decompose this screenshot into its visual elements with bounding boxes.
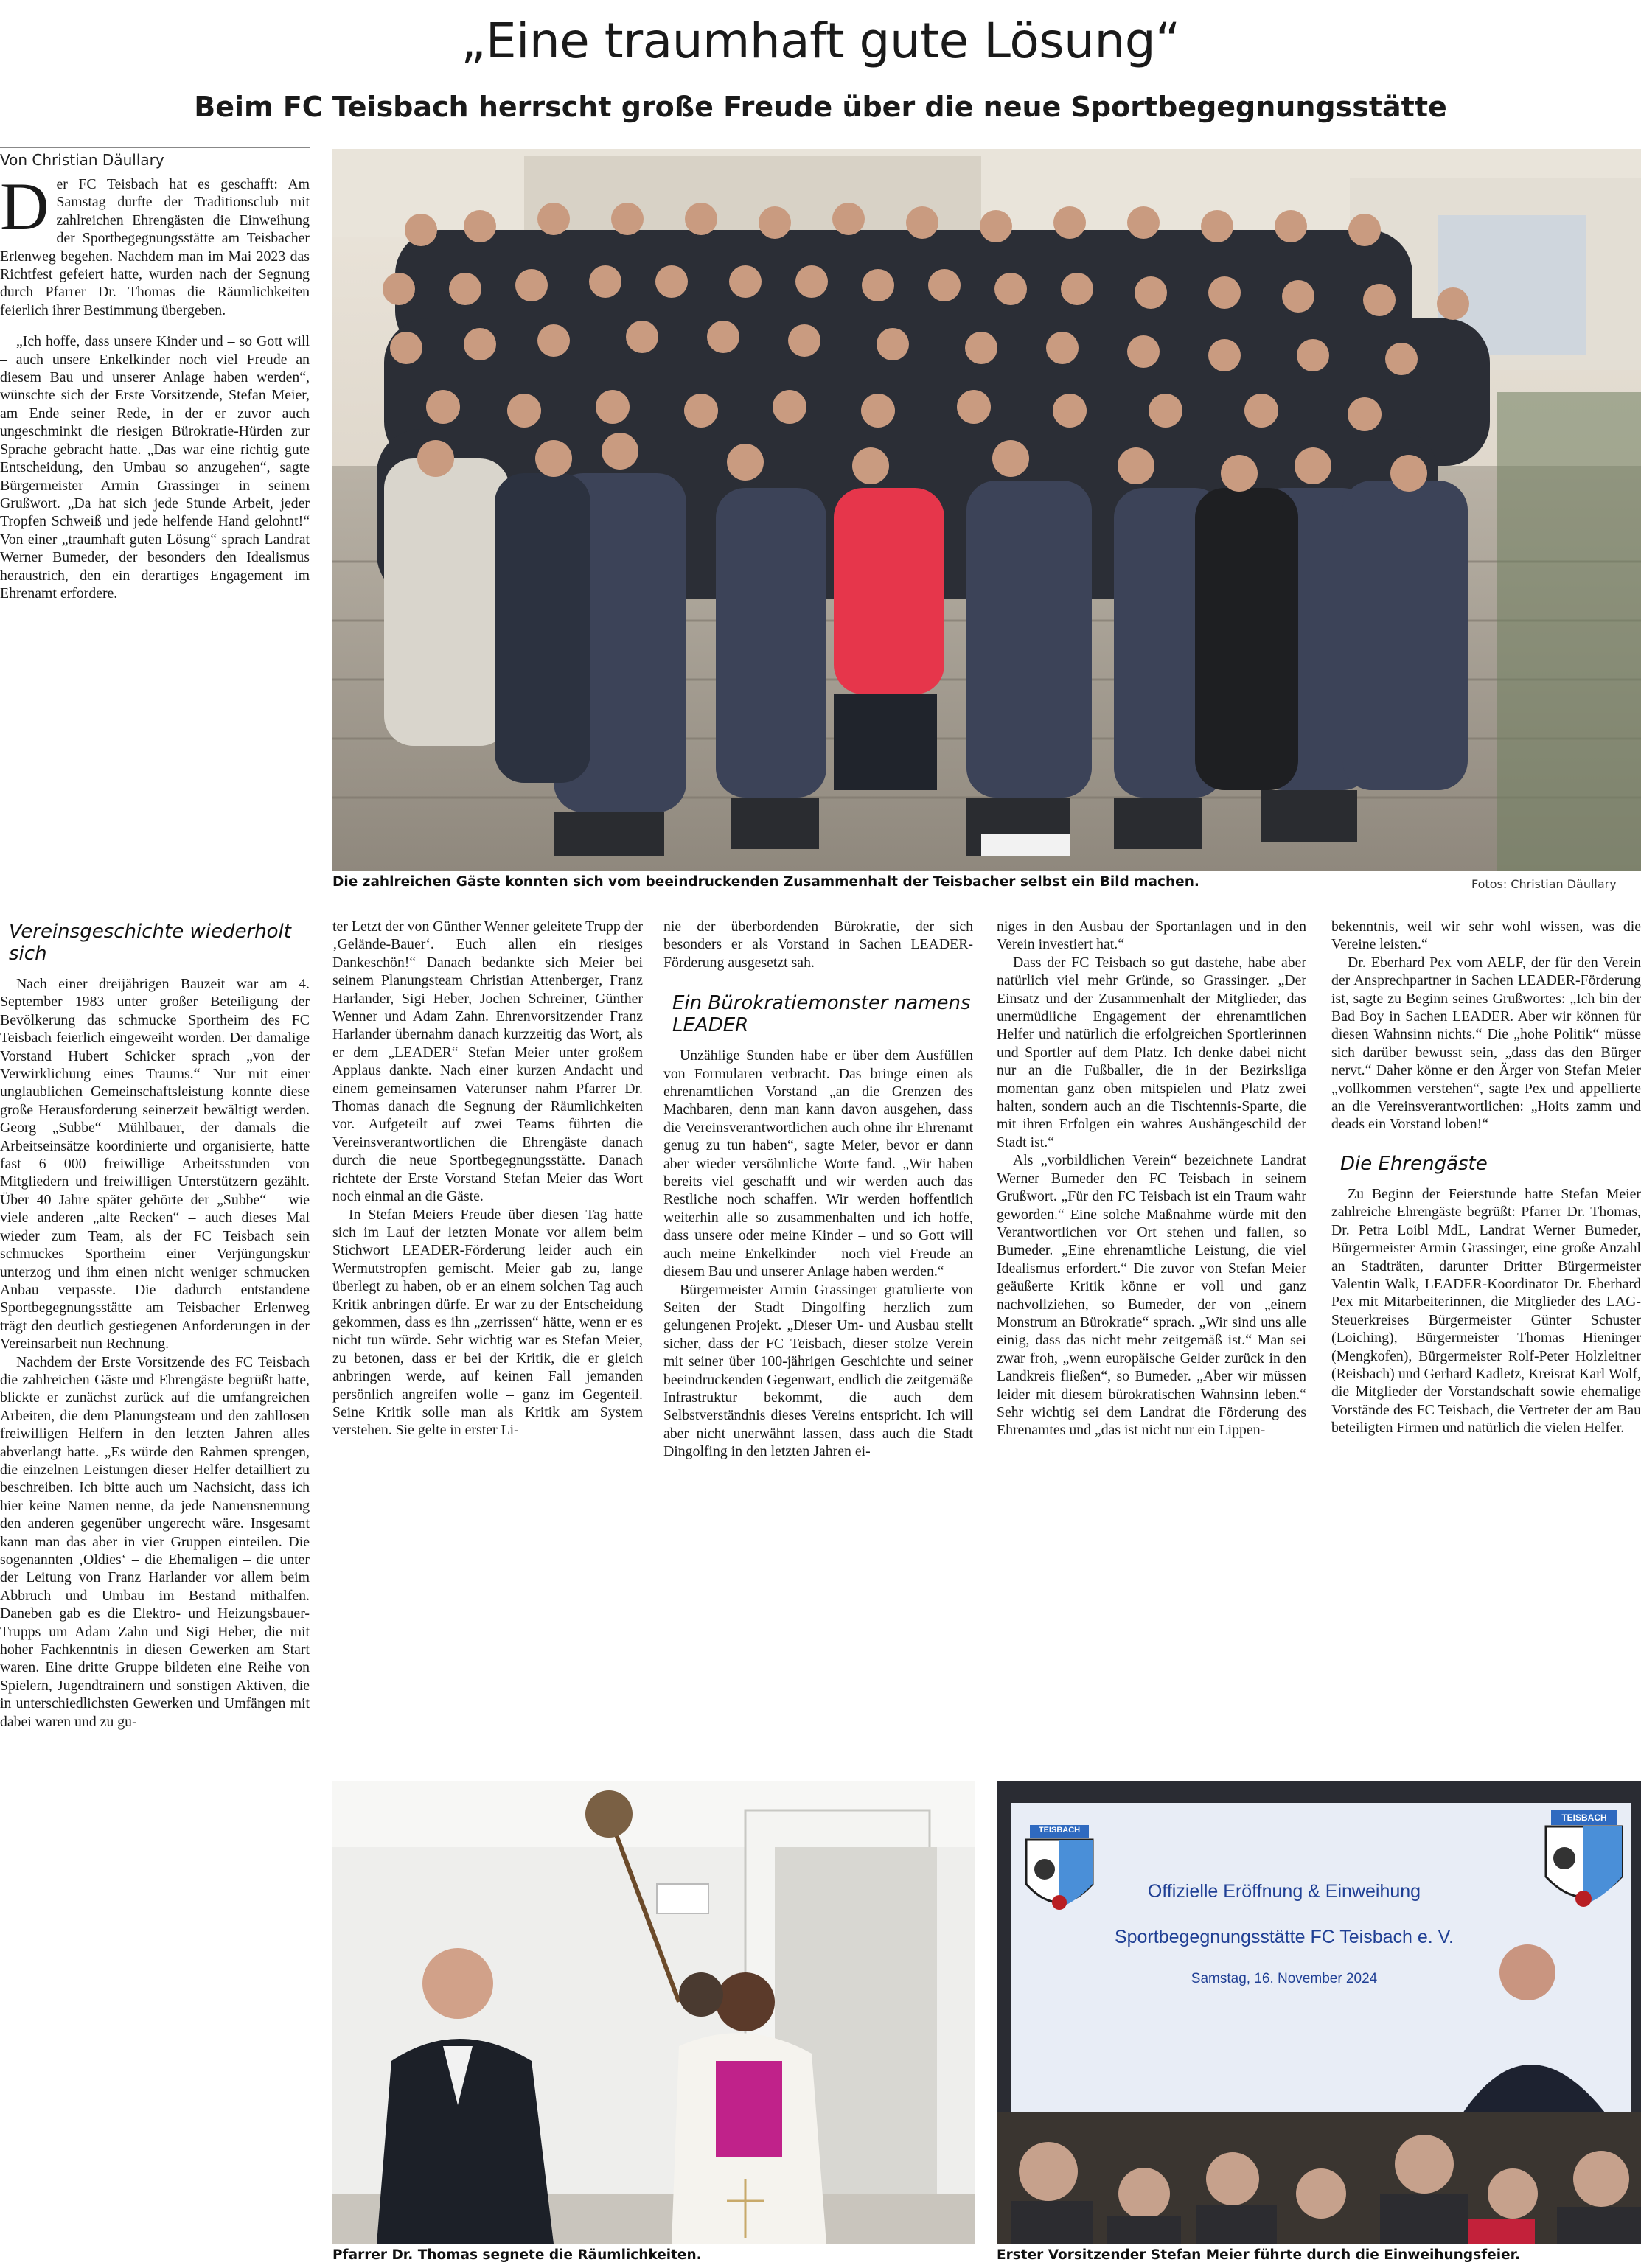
article-column-5 xyxy=(1331,918,1641,1758)
presentation-photo xyxy=(997,1781,1641,2244)
byline: Von Christian Däullary xyxy=(0,151,164,169)
intro-paragraph: „Ich hoffe, dass unsere Kinder und – so Gott will – auch unsere Enkelkinder noch viel Freude an diesem Bau und unserer Anlage haben werden“, wünschte sich der Erste Vorsitzende, Stefan Meier, am Ende seiner Rede, in der er zuvor auch ungeschminkt die riesigen Bürokratie-Hürden zur Sprache gebracht hatte. „Das war eine richtig gute Entscheidung, den Umbau so anzugehen“, sagte Bürgermeister Armin Grassinger in seinem Grußwort. „Da hat sich jede Stunde Arbeit, jeder Tropfen Schweiß und jede helfende Hand gelohnt!“ Von einer „traumhaft guten Lösung“ sprach Landrat Werner Bumeder, der besonders den Idealismus heraustrich, den ein derartiges Engagement im Ehrenamt erfordere. xyxy=(0,333,310,601)
body-paragraph: Als „vorbildlichen Verein“ bezeichnete Landrat Werner Bumeder den FC Teisbach in seinem Grußwort. „Für den FC Teisbach ist ein Traum wahr geworden.“ Eine solche Maßnahme würde mit den Verantwortlichen vor Ort stehen und fallen, so Bumeder. „Eine ehrenamtliche Leistung, die viel Idealismus erfordert.“ Die zuvor von Stefan Meier geäußerte Kritik könne er voll und ganz nachvollziehen, so Bumeder, der von „einem Monstrum an Bürokratie“ sprach. „Wir sind uns alle einig, dass das nicht mehr zeitgemäß ist.“ Man sei zwar froh, „wenn europäische Gelder zurück in den Landkreis fließen“, so Bumeder. „Aber wir müssen leider mit diesem bürokratischen Wahnsinn leben.“ Sehr wichtig sei dem Landrat die Förderung des Ehrenamtes und „das ist nicht nur ein Lippen- xyxy=(997,1152,1306,1439)
body-paragraph: In Stefan Meiers Freude über diesen Tag hatte sich im Lauf der letzten Monate vor allem beim Stichwort LEADER-Förderung leider auch ein Wermutstropfen gemischt. Meier gab zu, lange überlegt zu haben, ob er an einem solchen Tag auch Kritik anbringen dürfe. Er war zu der Entscheidung gekommen, dass es ihn „zerrissen“ hätte, wenn er es nicht tun würde. Sehr wichtig war es Stefan Meier, zu betonen, dass er bei der Kritik, die er gleich anbringen werde, auf keinen Fall jemanden persönlich angreifen wolle – ganz im Gegenteil. Seine Kritik solle man als Kritik am System verstehen. Sie gelte in erster Li- xyxy=(332,1206,643,1439)
intro-paragraph: er FC Teisbach hat es geschafft: Am Samstag durfte der Traditionsclub mit zahlreichen Ehrengästen die Einweihung der Sportbegegnungsstätte am Teisbacher Erlenweg begehen. Nachdem man im Mai 2023 das Richtfest gefeiert hatte, wurden nach der Segnung durch Pfarrer Dr. Thomas die Räumlichkeiten feierlich ihrer Bestimmung übergeben. xyxy=(0,176,310,318)
section-heading-bureaucracy: Ein Bürokratiemonster namens LEADER xyxy=(672,992,971,1037)
body-paragraph: Bürgermeister Armin Grassinger gratulierte von Seiten der Stadt Dingolfing herzlich zum gelungenen Projekt. „Dieser Um- und Ausbau stellt sicher, dass der FC Teisbach, dieser stolze Verein mit seiner über 100-jährigen Geschichte und seiner beeindruckenden Gegenwart, endlich die zeitgemäße Infrastruktur bekommt, die auch dem Selbstverständnis dieses Vereins entspricht. Ich will aber nicht unerwähnt lassen, dass auch die Stadt Dingolfing in den letzten Jahren ei- xyxy=(663,1281,973,1460)
group-photo-caption: Die zahlreichen Gäste konnten sich vom beeindruckenden Zusammenhalt der Teisbacher selbst ein Bild machen. xyxy=(332,874,1199,890)
blessing-photo xyxy=(332,1781,975,2244)
body-paragraph: Nachdem der Erste Vorsitzende des FC Teisbach die zahlreichen Gäste und Ehrengäste begrüßt hatte, blickte er zunächst zurück auf die umfangreichen Arbeiten, die dem Planungsteam und den zahllosen freiwilligen Helfern in den letzten Jahren alles abverlangt hatte. „Es würde den Rahmen sprengen, die einzelnen Leistungen dieser Helfer detailliert zu beschreiben. Ich bitte auch um Nachsicht, dass ich hier keine Namen nenne, da jede Namensnennung den anderen gegenüber ungerecht wäre. Insgesamt kann man das aber in vier Gruppen einteilen. Die sogenannten ‚Oldies‘ – die Ehemaligen – die unter der Leitung von Franz Harlander vor allem beim Abbruch und Umbau im Bestand mithalfen. Daneben gab es die Elektro- und Heizungsbauer-Trupps um Adam Zahn und Sigi Heber, die mit hoher Fachkenntnis in diesen Gewerken am Start waren. Eine dritte Gruppe bildeten eine Reihe von Spielern, Jugendtrainern und sonstigen Aktiven, die in unterschiedlichsten Gewerken und Umfängen mit dabei waren und zu gu- xyxy=(0,1353,310,1730)
crest-label-left: TEISBACH xyxy=(1038,1826,1081,1835)
section-heading-history: Vereinsgeschichte wiederholt sich xyxy=(9,921,291,965)
photo-credit: Fotos: Christian Däullary xyxy=(1471,877,1617,891)
slide-date: Samstag, 16. November 2024 xyxy=(1191,1971,1378,1986)
body-paragraph: niges in den Ausbau der Sportanlagen und in den Verein investiert hat.“ xyxy=(997,918,1306,953)
body-paragraph: Nach einer dreijährigen Bauzeit war am 4. September 1983 unter großer Beteiligung der Bevölkerung das schmucke Sportheim des FC Teisbach feierlich eingeweiht worden. Der damalige Vorstand Hubert Schicker sprach „von der Verwirklichung eines Traums.“ Nur mit einer unglaublichen Gemeinschaftsleistung konnte diese große Herausforderung seinerzeit bewältigt werden. Georg „Subbe“ Mühlbauer, der damals die Arbeitseinsätze koordinierte und organisierte, hatte fast 6 000 freiwillige Arbeitsstunden von Mitgliedern und freiwilligen Unterstützern gezählt. Über 40 Jahre später gehörte der „Subbe“ – wie viele anderen „alte Recken“ – auch dieses Mal wieder zum Team, als der FC Teisbach sein schmuckes Sportheim einer Verjüngungskur unterzog und ihm einen nicht weniger schmucken Anbau verpasste. Die dadurch entstandene Sportbegegnungsstätte am Teisbacher Erlenweg trägt den deutlich gestiegenen Anforderungen in der Vereinsarbeit nun Rechnung. xyxy=(0,976,310,1353)
body-paragraph: nie der überbordenden Bürokratie, der sich besonders er als Vorstand in Sachen LEADER-Förderung ausgesetzt sah. xyxy=(663,918,973,971)
intro-column xyxy=(0,175,310,898)
group-photo-image xyxy=(332,149,1641,871)
body-paragraph: Dass der FC Teisbach so gut dastehe, habe aber natürlich viel mehr Gründe, so Grassinger. „Der Einsatz und der Zusammenhalt der Mitglieder, das unermüdliche Engagement der ehrenamtlichen Helfer und natürlich die erfolgreichen Sportlerinnen und Sportler auf dem Platz. Ich denke dabei nicht nur an die Fußballer, die in der Bezirksliga momentan ganz oben mitspielen und Platz zwei halten, sondern auch an die Tischtennis-Sparte, die mit ihren Erfolgen ein wahres Aushängeschild der Stadt ist.“ xyxy=(997,954,1306,1151)
article-column-4 xyxy=(997,918,1306,1758)
group-photo xyxy=(332,149,1641,871)
crest-label-right: TEISBACH xyxy=(1561,1812,1607,1823)
body-paragraph: Dr. Eberhard Pex vom AELF, der für den Verein der Ansprechpartner in Sachen LEADER-Förderung ist, sagte zu Beginn seines Grußwortes: „Ich bin der Bad Boy in Sachen LEADER. Aber wir können für diesen Wahnsinn nichts.“ Die „hohe Politik“ müsse sich darüber bewusst sein, „dass das den Bürger nervt.“ Daher könne er den Ärger von Stefan Meier „vollkommen verstehen“, sagte Pex und appellierte an die Vereinsverantwortlichen: „Hoits zamm und deads ein Vorstand loben!“ xyxy=(1331,954,1641,1133)
section-heading-guests: Die Ehrengäste xyxy=(1340,1152,1488,1175)
blessing-photo-caption: Pfarrer Dr. Thomas segnete die Räumlichkeiten. xyxy=(332,2247,702,2263)
body-paragraph: ter Letzt der von Günther Wenner geleitete Trupp der ‚Gelände-Bauer‘. Euch allen ein riesiges Dankeschön!“ Danach bedankte sich Meier bei seinem Planungsteam Christian Attenberger, Franz Harlander, Sigi Heber, Jochen Schreiner, Günther Wenner und Adam Zahn. Ehrenvorsitzender Franz Harlander übernahm danach kurzzeitig das Wort, als er dem „LEADER“ Stefan Meier unter großem Applaus dankte. Nach einer kurzen Andacht und einem gemeinsamen Vaterunser nahm Pfarrer Dr. Thomas danach die Segnung der Räumlichkeiten vor. Aufgeteilt auf zwei Teams führten die Vereinsverantwortlichen die Ehrengäste danach durch die neue Sportbegegnungsstätte. Danach richtete der Erste Vorstand Stefan Meier das Wort noch einmal an die Gäste. xyxy=(332,918,643,1205)
article-column-1 xyxy=(0,918,310,2244)
drop-cap: D xyxy=(0,175,49,244)
presentation-photo-caption: Erster Vorsitzender Stefan Meier führte durch die Einweihungsfeier. xyxy=(997,2247,1521,2263)
body-paragraph: Unzählige Stunden habe er über dem Ausfüllen von Formularen verbracht. Das bringe einen als ehrenamtlichen Vorstand „an die Grenzen des Machbaren, denn man kann davon ausgehen, dass die Vereinsverantwortlichen auch ohne ihr Ehrenamt genug zu tun haben“, sagte Meier, bevor er dann aber wieder versöhnliche Worte fand. „Wir haben bereits viel geschafft und wir werden auch das Restliche noch schaffen. Wir werden hoffentlich weiterhin alle so zusammenhalten und ich hoffe, dass unsere oder meine Kinder – und so Gott will auch meine Enkelkinder – noch viel Freude an diesem Bau und unserer Anlage haben werden.“ xyxy=(663,1047,973,1280)
body-paragraph: Zu Beginn der Feierstunde hatte Stefan Meier zahlreiche Ehrengäste begrüßt: Pfarrer Dr. Thomas, Dr. Petra Loibl MdL, Landrat Werner Bumeder, Bürgermeister Armin Grassinger, eine große Anzahl an Stadträten, darunter Dritter Bürgermeister Valentin Walk, LEADER-Koordinator Dr. Eberhard Pex mit Mitarbeiterinnen, die Mitglieder des LAG-Steuerkreises Bürgermeister Günter Schuster (Loiching), Bürgermeister Thomas Hieninger (Mengkofen), Bürgermeister Rolf-Peter Holzleitner (Reisbach) und Gerhard Kadletz, Kreisrat Karl Wolf, die Mitglieder der Vorstandschaft sowie ehemalige Vorstände des FC Teisbach, die Vertreter der am Bau beteiligten Firmen und natürlich die vielen Helfer. xyxy=(1331,1185,1641,1437)
presentation-photo-image xyxy=(997,1781,1641,2244)
body-paragraph: bekenntnis, weil wir sehr wohl wissen, was die Vereine leisten.“ xyxy=(1331,918,1641,953)
article-column-3 xyxy=(663,918,973,1758)
headline: „Eine traumhaft gute Lösung“ xyxy=(461,13,1180,69)
slide-title: Offizielle Eröffnung & Einweihung xyxy=(1147,1881,1421,1902)
blessing-photo-image xyxy=(332,1781,975,2244)
slide-subtitle: Sportbegegnungsstätte FC Teisbach e. V. xyxy=(1114,1927,1454,1947)
byline-rule xyxy=(0,147,310,148)
article-column-2 xyxy=(332,918,643,1758)
subheadline: Beim FC Teisbach herrscht große Freude über die neue Sportbegegnungsstätte xyxy=(194,91,1447,123)
